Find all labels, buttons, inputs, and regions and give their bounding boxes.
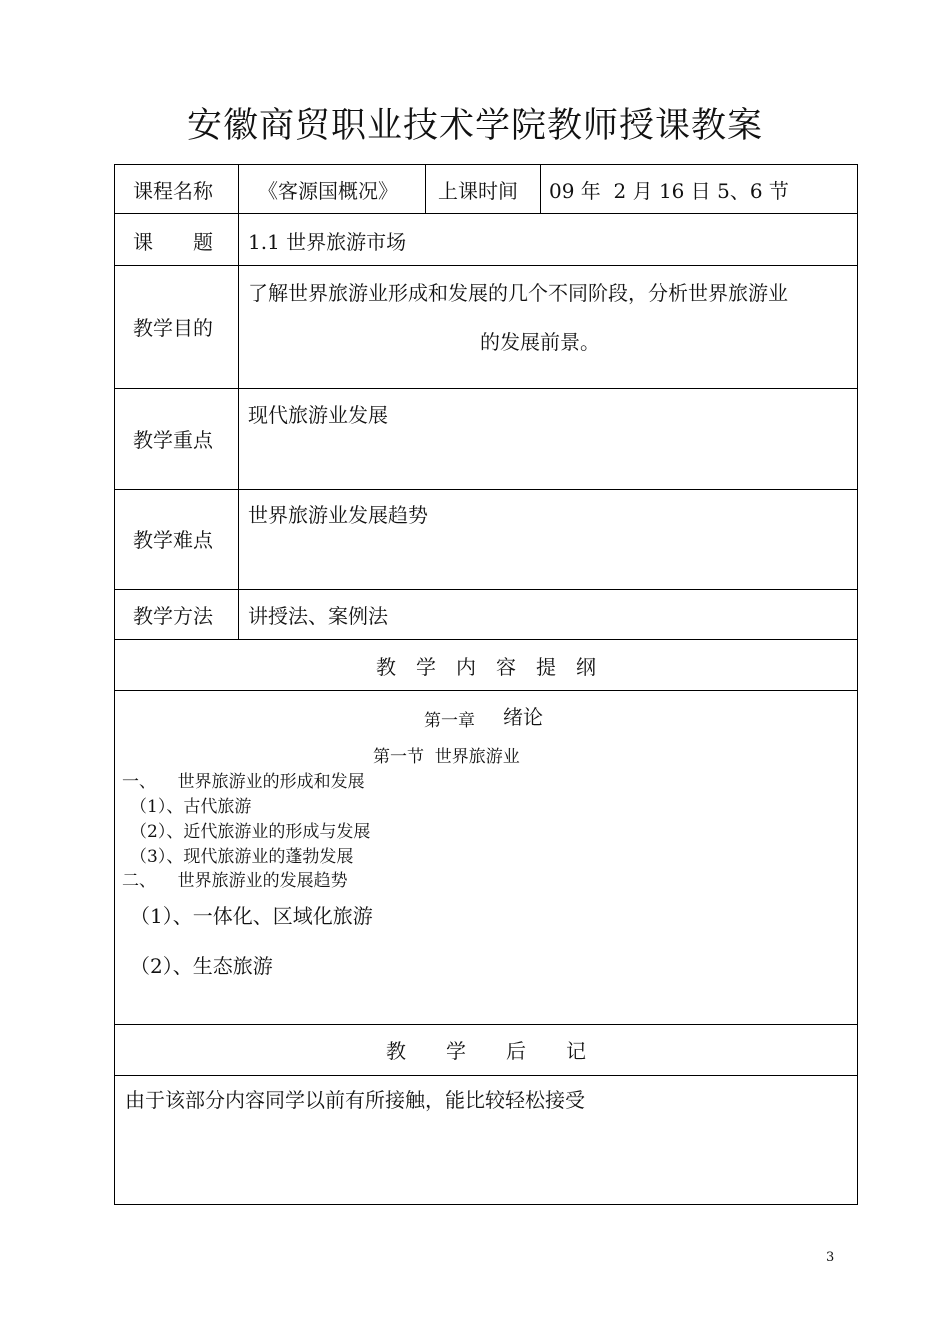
goal-line-2: 的发展前景。 — [480, 330, 600, 354]
method-value: 讲授法、案例法 — [248, 604, 388, 628]
outline-item: 一、 世界旅游业的形成和发展 — [122, 772, 365, 792]
chapter-prefix: 第一章 — [424, 711, 475, 731]
outline-item: （3）、现代旅游业的蓬勃发展 — [130, 847, 354, 867]
outline-item-large: （2）、生态旅游 — [130, 954, 273, 978]
row-divider — [114, 690, 858, 691]
row-divider — [114, 639, 858, 640]
topic-label: 课 题 — [133, 230, 213, 254]
time-value-left-divider — [540, 164, 541, 214]
row-divider — [114, 213, 858, 214]
course-name-value: 《客源国概况》 — [258, 179, 398, 203]
topic-value: 1.1 世界旅游市场 — [248, 230, 407, 254]
page-number: 3 — [826, 1250, 835, 1265]
class-time-label: 上课时间 — [438, 179, 518, 203]
row-divider — [114, 589, 858, 590]
document-title: 安徽商贸职业技术学院教师授课教案 — [186, 106, 763, 146]
goal-label: 教学目的 — [133, 316, 213, 340]
chapter-title: 绪论 — [503, 705, 543, 729]
class-time-value: 09 年 2 月 16 日 5、6 节 — [549, 179, 789, 203]
time-label-left-divider — [425, 164, 426, 214]
outline-item: 二、 世界旅游业的发展趋势 — [122, 871, 348, 891]
key-point-value: 现代旅游业发展 — [248, 403, 388, 427]
outline-item: （1）、古代旅游 — [130, 797, 252, 817]
difficulty-label: 教学难点 — [133, 528, 213, 552]
row-divider — [114, 489, 858, 490]
course-name-label: 课程名称 — [133, 179, 213, 203]
outline-item-large: （1）、一体化、区域化旅游 — [130, 904, 373, 928]
label-column-divider — [238, 164, 239, 640]
method-label: 教学方法 — [133, 604, 213, 628]
difficulty-value: 世界旅游业发展趋势 — [248, 503, 428, 527]
key-point-label: 教学重点 — [133, 428, 213, 452]
section-title: 第一节 世界旅游业 — [373, 747, 520, 767]
row-divider — [114, 388, 858, 389]
notes-content: 由于该部分内容同学以前有所接触，能比较轻松接受 — [125, 1088, 585, 1112]
row-divider — [114, 265, 858, 266]
row-divider — [114, 1075, 858, 1076]
row-divider — [114, 1024, 858, 1025]
outline-item: （2）、近代旅游业的形成与发展 — [130, 822, 371, 842]
outline-header: 教 学 内 容 提 纲 — [376, 655, 596, 679]
notes-header: 教 学 后 记 — [386, 1039, 586, 1063]
goal-line-1: 了解世界旅游业形成和发展的几个不同阶段，分析世界旅游业 — [248, 281, 788, 305]
